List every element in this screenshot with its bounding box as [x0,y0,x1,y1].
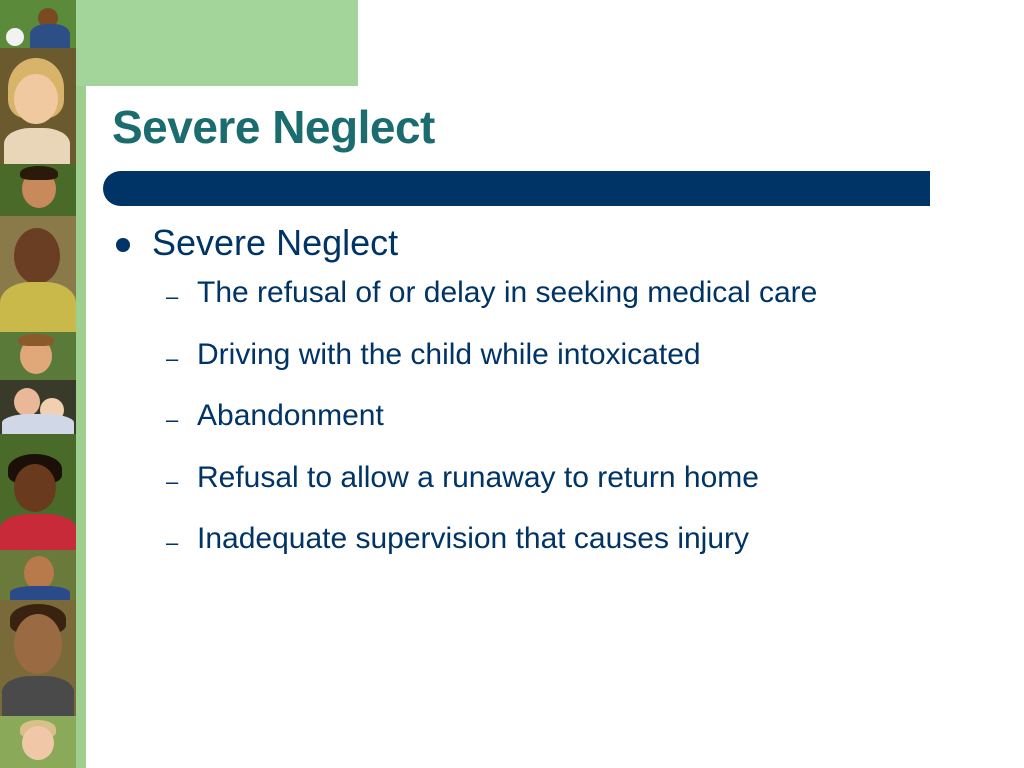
children-photo-strip [0,0,76,768]
bullet-list [112,220,972,578]
top-green-band [76,0,358,86]
photo-mother-baby [0,380,76,435]
dash-icon: – [166,407,179,432]
photo-child-toddler [0,716,76,768]
sub-bullet-item [112,516,972,578]
sub-bullet-text: Inadequate supervision that causes injury [197,522,750,555]
dash-icon: – [166,468,179,494]
sub-bullet-text: Abandonment [197,399,384,432]
bullet-dot-icon [116,238,130,252]
dash-icon: – [166,530,179,555]
sub-bullet-item [112,455,972,517]
title-underline-bar [103,171,930,206]
bullet-text: Severe Neglect [152,222,399,263]
sub-bullet-text: Refusal to allow a runaway to return home [197,460,759,494]
bullet-item [112,220,972,270]
sub-bullet-item [112,270,972,332]
photo-child-girl [0,434,76,551]
sub-bullet-text: The refusal of or delay in seeking medical care [197,276,818,309]
sub-bullet-text: Driving with the child while intoxicated [197,337,701,371]
dash-icon: – [166,284,179,309]
photo-child-blonde [0,48,76,165]
sub-bullet-item [112,332,972,394]
photo-child-eating [0,332,76,381]
photo-child-soccer [0,0,76,49]
photo-child-smiling [0,600,76,717]
photo-child-teen [0,216,76,333]
green-edge-strip [76,0,86,768]
dash-icon: – [166,345,179,371]
photo-child-boy [0,164,76,217]
slide-title: Severe Neglect [112,101,435,153]
photo-child-boy-2 [0,550,76,601]
sub-bullet-item [112,393,972,455]
